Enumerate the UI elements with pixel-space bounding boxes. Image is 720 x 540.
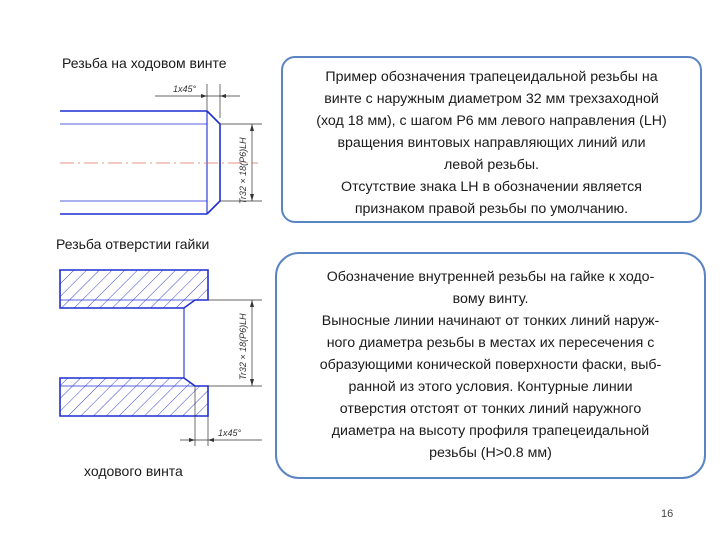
- screw-section-title: Резьба на ходовом винте: [62, 55, 227, 71]
- screw-description-line: Пример обозначения трапецеидальной резьбы на: [325, 69, 658, 85]
- page-number: 16: [661, 508, 674, 520]
- nut-thread-note: Tr32 × 18(P6)LH: [238, 313, 248, 380]
- screw-description-line: признаком правой резьбы по умолчанию.: [354, 201, 629, 217]
- nut-description-line: диаметра на высоту профиля трапецеидальной: [331, 423, 650, 439]
- nut-chamfer-note: 1х45°: [218, 428, 242, 438]
- nut-description-line: вому винту.: [452, 291, 529, 307]
- nut-description-line: образующими конической поверхности фаски, выб-: [319, 357, 662, 373]
- nut-drawing: [60, 270, 262, 446]
- nut-description-box: [275, 252, 706, 479]
- screw-description-line: Отсутствие знака LH в обозначении является: [341, 179, 642, 195]
- nut-description-line: ного диаметра резьбы в местах их пересечения с: [326, 335, 655, 351]
- nut-description-line: ранной из этого условия. Контурные линии: [348, 379, 633, 395]
- nut-description-line: отверстия отстоят от тонких линий наружного: [339, 401, 642, 417]
- screw-description-line: левой резьбы.: [444, 157, 539, 173]
- screw-thread-note: Tr32 × 18(P6)LH: [238, 137, 248, 204]
- nut-caption: ходового винта: [84, 463, 183, 479]
- screw-chamfer-note: 1х45°: [173, 84, 197, 94]
- nut-description-line: резьбы (H>0.8 мм): [429, 445, 552, 461]
- screw-description-box: [281, 56, 702, 223]
- screw-drawing: [60, 84, 262, 214]
- nut-section-title: Резьба отверстии гайки: [56, 236, 210, 252]
- screw-description-line: винте с наружным диаметром 32 мм трехзаходной: [324, 91, 659, 107]
- nut-description-line: Выносные линии начинают от тонких линий наруж-: [321, 313, 660, 329]
- screw-description-line: (ход 18 мм), с шагом Р6 мм левого направления (LH): [316, 113, 667, 129]
- nut-description-line: Обозначение внутренней резьбы на гайке к ходо-: [326, 269, 655, 285]
- screw-description-line: вращения винтовых направляющих линий или: [337, 135, 646, 151]
